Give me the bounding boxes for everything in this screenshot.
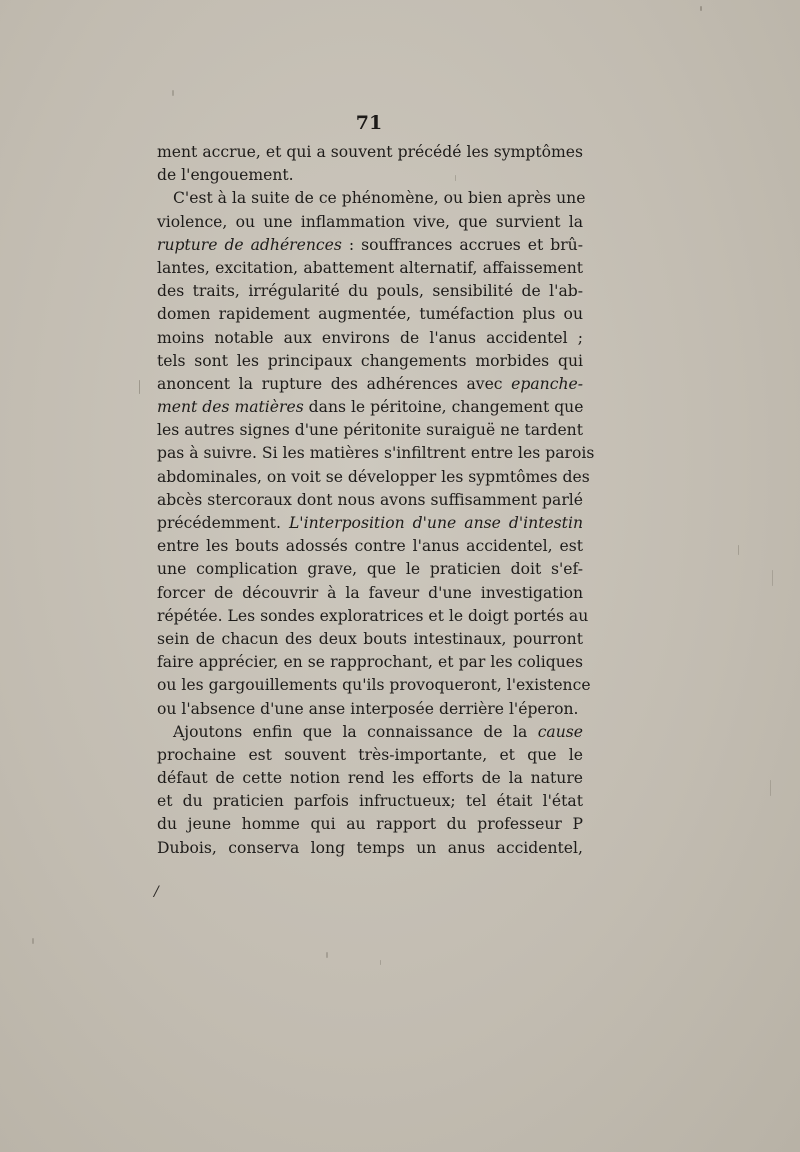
text-run: C'est à la suite de ce phénomène, ou bien après une (173, 189, 586, 208)
text-line (157, 442, 595, 465)
text-line (157, 234, 583, 257)
text-run: défaut de cette notion rend les efforts de la nature (157, 769, 583, 788)
paper-speck (700, 6, 702, 11)
text-line (157, 164, 583, 187)
text-run: tels sont les principaux changements morbides qui (157, 351, 583, 370)
text-line (157, 257, 583, 280)
text-run: ou l'absence d'une anse interposée derrière l'éperon. (157, 699, 579, 718)
text-line (157, 605, 589, 628)
text-line (157, 327, 583, 350)
text-line (157, 698, 583, 721)
text-line (157, 512, 583, 535)
footer-mark: / (154, 884, 159, 900)
text-line (157, 141, 583, 164)
italic-text: L'interposition d'une anse d'intestin (288, 514, 583, 532)
paper-speck (455, 175, 456, 181)
text-line (157, 767, 583, 790)
text-line (157, 790, 583, 813)
page-number: 71 (355, 112, 383, 134)
text-run: du jeune homme qui au rapport du professeur P (157, 815, 583, 834)
text-line (157, 280, 583, 303)
text-line (157, 628, 583, 651)
text-line (157, 419, 583, 442)
text-run: une complication grave, que le praticien doit s'ef- (157, 560, 583, 579)
text-run: abcès stercoraux dont nous avons suffisamment parlé (157, 490, 583, 509)
text-run: domen rapidement augmentée, tuméfaction plus ou (157, 305, 583, 324)
text-line (157, 350, 583, 373)
italic-text: rupture de adhérences (157, 235, 342, 254)
text-line (157, 721, 583, 744)
text-run: Dubois, conserva long temps un anus accidentel, (157, 838, 583, 857)
text-run: violence, ou une inflammation vive, que survient la (157, 212, 583, 231)
text-run: de l'engouement. (157, 166, 294, 185)
paper-speck (326, 952, 328, 958)
text-run: et du praticien parfois infructueux; tel était l'état (157, 792, 583, 811)
text-run: des traits, irrégularité du pouls, sensibilité de l'ab- (157, 282, 583, 301)
text-line (157, 211, 583, 234)
text-run: précédemment. (157, 514, 289, 532)
text-line (157, 489, 583, 512)
text-run: : souffrances accrues et brû- (341, 235, 583, 254)
text-run: ment accrue, et qui a souvent précédé les symptômes (157, 143, 583, 161)
paper-speck (172, 90, 174, 96)
text-line (157, 187, 586, 210)
text-run: Ajoutons enfin que la connaissance de la (173, 722, 538, 741)
text-run: faire apprécier, en se rapprochant, et par les coliques (157, 653, 583, 672)
text-line (157, 466, 590, 489)
text-line (157, 837, 583, 860)
paper-speck (772, 570, 773, 586)
text-run: lantes, excitation, abattement alternatif, affaissement (157, 258, 583, 277)
text-run: sein de chacun des deux bouts intestinaux, pourront (157, 629, 583, 648)
text-line (157, 373, 583, 396)
body-text (157, 141, 595, 860)
italic-text: epanche- (511, 374, 583, 393)
text-line (157, 582, 583, 605)
text-run: les autres signes d'une péritonite suraiguë ne tardent (157, 421, 583, 440)
text-run: anoncent la rupture des adhérences avec (157, 374, 512, 393)
text-line (157, 813, 583, 836)
text-line (157, 744, 583, 767)
italic-text: ment des matières (157, 398, 304, 417)
text-line (157, 651, 583, 674)
text-run: dans le péritoine, changement que (303, 398, 584, 417)
text-line (157, 558, 583, 581)
text-run: forcer de découvrir à la faveur d'une investigation (157, 583, 583, 602)
text-line (157, 396, 583, 419)
text-run: ou les gargouillements qu'ils provoqueront, l'existence (157, 676, 591, 695)
paper-speck (770, 780, 771, 796)
text-run: répétée. Les sondes exploratrices et le doigt portés au (157, 606, 589, 625)
text-run: moins notable aux environs de l'anus accidentel ; (157, 328, 583, 347)
text-line (157, 535, 583, 558)
text-line (157, 303, 583, 326)
paper-speck (32, 938, 34, 944)
paper-speck (380, 960, 381, 965)
text-run: prochaine est souvent très-importante, et que le (157, 745, 583, 764)
text-run: entre les bouts adossés contre l'anus accidentel, est (157, 537, 583, 556)
text-run: abdominales, on voit se développer les sypmtômes des (157, 467, 590, 486)
paper-speck (738, 545, 739, 555)
italic-text: cause (537, 722, 583, 741)
text-line (157, 674, 591, 697)
paper-speck (139, 380, 140, 394)
text-run: pas à suivre. Si les matières s'infiltrent entre les parois (157, 444, 595, 463)
